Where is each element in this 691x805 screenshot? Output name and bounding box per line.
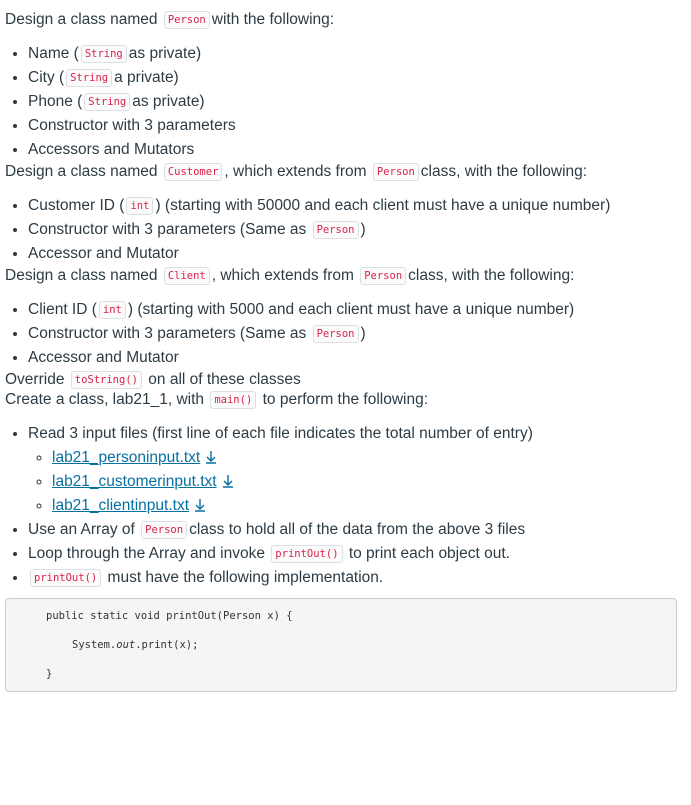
client-requirements-list xyxy=(5,298,691,370)
item-text: Phone ( xyxy=(28,93,83,110)
person-requirements-list xyxy=(5,42,691,162)
inline-code: Person xyxy=(313,325,359,343)
code-line-signature: public static void printOut(Person x) { xyxy=(46,610,293,622)
item-text: Client ID ( xyxy=(28,301,97,318)
item-text: as private) xyxy=(132,93,205,110)
list-item xyxy=(28,542,691,566)
item-text: ) (starting with 50000 and each client must have a unique number) xyxy=(155,197,611,214)
download-arrow-icon[interactable] xyxy=(221,472,235,486)
list-item xyxy=(28,566,691,590)
list-item: • Accessor and Mutator xyxy=(28,242,691,266)
item-text: to print each object out. xyxy=(348,545,510,562)
person-intro-text: Design a class named xyxy=(5,11,158,28)
code-line-body xyxy=(46,638,676,652)
item-text: a private) xyxy=(114,69,179,86)
list-item xyxy=(28,422,691,518)
inline-code: int xyxy=(126,197,153,215)
file-link-customerinput[interactable]: lab21_customerinput.txt xyxy=(52,473,217,490)
client-parent-code: Person xyxy=(360,267,406,285)
client-intro-text: Design a class named xyxy=(5,267,158,284)
file-item xyxy=(52,470,691,494)
inline-code: String xyxy=(84,93,130,111)
inline-code: printOut() xyxy=(30,569,101,587)
file-link-clientinput[interactable]: lab21_clientinput.txt xyxy=(52,497,190,514)
item-text: Loop through the Array and invoke xyxy=(28,545,265,562)
tostring-code: toString() xyxy=(71,371,142,389)
list-item: • Constructor with 3 parameters xyxy=(28,114,691,138)
code-segment: System. xyxy=(72,639,117,651)
list-item: • Accessor and Mutator xyxy=(28,346,691,370)
inline-code: String xyxy=(81,45,127,63)
override-text-after: on all of these classes xyxy=(148,371,301,388)
code-block xyxy=(5,598,677,692)
item-text: Constructor with 3 parameters (Same as xyxy=(28,325,307,342)
customer-intro-after: class, with the following: xyxy=(420,163,588,180)
list-item: • Accessors and Mutators xyxy=(28,138,691,162)
create-line xyxy=(5,390,691,410)
code-segment-italic: out xyxy=(116,639,136,651)
customer-intro-middle: , which extends from xyxy=(224,163,367,180)
person-class-code: Person xyxy=(164,11,210,29)
customer-intro-text: Design a class named xyxy=(5,163,158,180)
customer-intro xyxy=(5,162,691,182)
list-item xyxy=(28,90,691,114)
item-text: Constructor with 3 parameters (Same as xyxy=(28,221,307,238)
item-text: must have the following implementation. xyxy=(107,569,384,586)
override-text: Override xyxy=(5,371,65,388)
list-item xyxy=(28,322,691,346)
person-intro xyxy=(5,10,691,30)
customer-requirements-list xyxy=(5,194,691,266)
list-item xyxy=(28,298,691,322)
client-intro-middle: , which extends from xyxy=(211,267,354,284)
input-files-list xyxy=(28,446,691,518)
list-item xyxy=(28,218,691,242)
code-line-close: } xyxy=(46,668,53,680)
client-intro-after: class, with the following: xyxy=(408,267,575,284)
client-class-code: Client xyxy=(164,267,210,285)
item-text: class to hold all of the data from the above 3 files xyxy=(189,521,526,538)
download-arrow-icon[interactable] xyxy=(204,448,218,462)
list-item xyxy=(28,42,691,66)
item-text: ) xyxy=(360,325,366,342)
person-intro-after: with the following: xyxy=(211,11,335,28)
item-text: Customer ID ( xyxy=(28,197,125,214)
inline-code: int xyxy=(99,301,126,319)
item-text: Name ( xyxy=(28,45,79,62)
item-text: Use an Array of xyxy=(28,521,135,538)
download-arrow-icon[interactable] xyxy=(193,496,207,510)
item-text: ) xyxy=(360,221,366,238)
list-item xyxy=(28,66,691,90)
customer-class-code: Customer xyxy=(164,163,223,181)
client-intro xyxy=(5,266,691,286)
file-link-personinput[interactable]: lab21_personinput.txt xyxy=(52,449,201,466)
inline-code: Person xyxy=(141,521,187,539)
create-text: Create a class, lab21_1, with xyxy=(5,391,205,408)
inline-code: Person xyxy=(313,221,359,239)
read-files-text: Read 3 input files (first line of each file indicates the total number of entry) xyxy=(28,425,533,442)
list-item xyxy=(28,518,691,542)
item-text: ) (starting with 5000 and each client must have a unique number) xyxy=(127,301,575,318)
item-text: as private) xyxy=(128,45,202,62)
main-code: main() xyxy=(210,391,256,409)
file-item xyxy=(52,446,691,470)
inline-code: String xyxy=(66,69,112,87)
override-line xyxy=(5,370,691,390)
inline-code: printOut() xyxy=(271,545,342,563)
list-item xyxy=(28,194,691,218)
create-text-after: to perform the following: xyxy=(262,391,429,408)
file-item xyxy=(52,494,691,518)
item-text: City ( xyxy=(28,69,65,86)
code-segment: .print(x); xyxy=(135,639,199,651)
task-list xyxy=(5,422,691,590)
customer-parent-code: Person xyxy=(373,163,419,181)
